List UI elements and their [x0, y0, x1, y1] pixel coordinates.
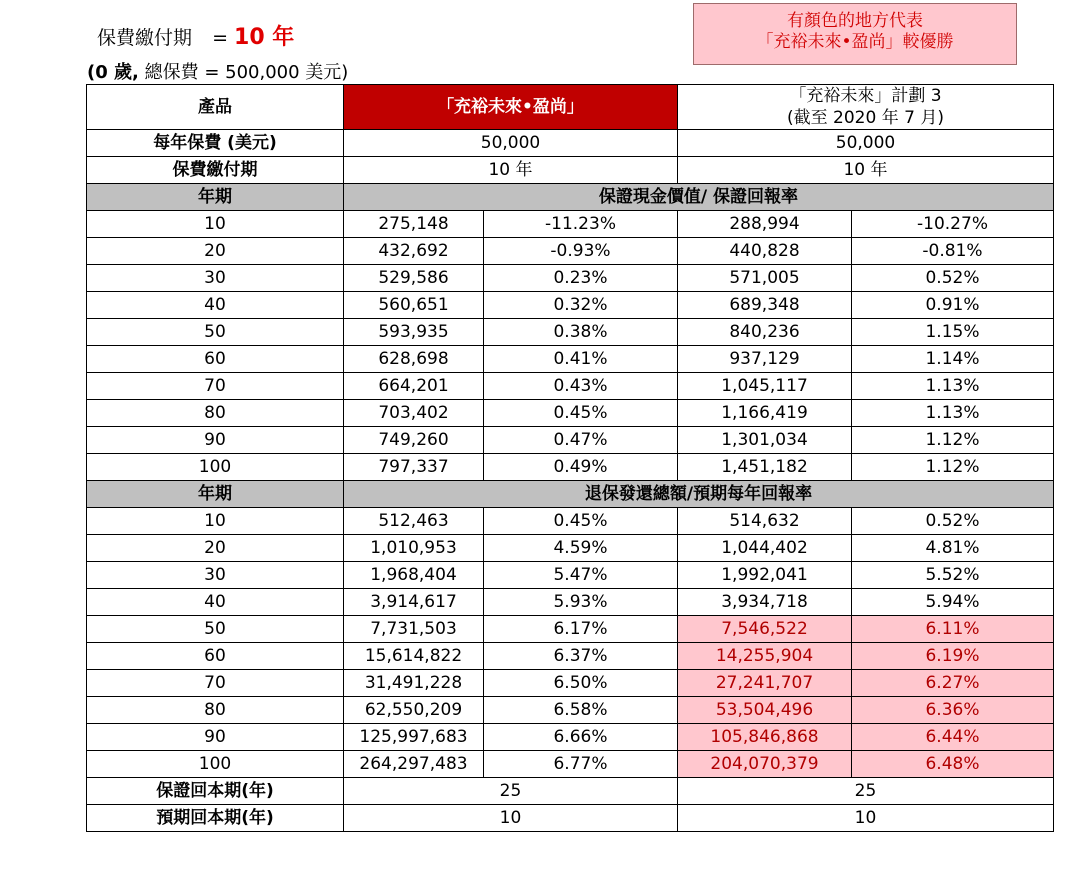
- plan-a-value: 749,260: [344, 427, 484, 454]
- plan-a-value: 264,297,483: [344, 751, 484, 778]
- plan-a-value: 1,010,953: [344, 535, 484, 562]
- plan-b-rate: -0.81%: [852, 238, 1054, 265]
- plan-b-rate: 1.12%: [852, 454, 1054, 481]
- plan-b-value: 7,546,522: [678, 616, 852, 643]
- plan-a-rate: -11.23%: [484, 211, 678, 238]
- age-info: (0 歲,: [87, 62, 139, 83]
- section1-year-label: 年期: [87, 184, 344, 211]
- year-cell: 90: [87, 724, 344, 751]
- plan-b-rate: 6.36%: [852, 697, 1054, 724]
- plan-a-value: 529,586: [344, 265, 484, 292]
- plan-b-value: 53,504,496: [678, 697, 852, 724]
- plan-a-rate: 0.38%: [484, 319, 678, 346]
- plan-b-value: 689,348: [678, 292, 852, 319]
- year-cell: 40: [87, 589, 344, 616]
- plan-b-rate: 0.91%: [852, 292, 1054, 319]
- expected-breakeven: [87, 805, 1054, 832]
- year-cell: 100: [87, 751, 344, 778]
- year-cell: 30: [87, 265, 344, 292]
- table-row: [87, 400, 1054, 427]
- plan-a-value: 593,935: [344, 319, 484, 346]
- plan-b-rate: 1.15%: [852, 319, 1054, 346]
- plan-a-rate: 5.93%: [484, 589, 678, 616]
- plan-b-value: 204,070,379: [678, 751, 852, 778]
- table-row: [87, 589, 1054, 616]
- age-premium-info: [87, 58, 348, 84]
- section2-year-label: 年期: [87, 481, 344, 508]
- plan-a-value: 560,651: [344, 292, 484, 319]
- year-cell: 70: [87, 670, 344, 697]
- table-row: [87, 670, 1054, 697]
- plan-b-rate: 1.13%: [852, 373, 1054, 400]
- pay-term-header-value: 10 年: [234, 25, 295, 50]
- plan-a-rate: -0.93%: [484, 238, 678, 265]
- guaranteed-breakeven-b: 25: [678, 778, 1054, 805]
- legend-line-1: 有顏色的地方代表: [787, 11, 923, 31]
- plan-b-value: 937,129: [678, 346, 852, 373]
- plan-b-header: [678, 85, 1054, 130]
- section2-title: 退保發還總額/預期每年回報率: [344, 481, 1054, 508]
- plan-a-value: 432,692: [344, 238, 484, 265]
- plan-b-rate: 6.19%: [852, 643, 1054, 670]
- plan-b-rate: 6.27%: [852, 670, 1054, 697]
- year-cell: 100: [87, 454, 344, 481]
- plan-b-rate: 6.11%: [852, 616, 1054, 643]
- plan-b-value: 571,005: [678, 265, 852, 292]
- plan-a-rate: 0.43%: [484, 373, 678, 400]
- year-cell: 90: [87, 427, 344, 454]
- plan-b-value: 27,241,707: [678, 670, 852, 697]
- plan-b-rate: 5.52%: [852, 562, 1054, 589]
- table-row: [87, 562, 1054, 589]
- plan-a-rate: 6.77%: [484, 751, 678, 778]
- plan-a-value: 7,731,503: [344, 616, 484, 643]
- year-cell: 40: [87, 292, 344, 319]
- total-premium-info: 總保費 = 500,000 美元): [144, 62, 349, 83]
- table-row: [87, 751, 1054, 778]
- table-row: [87, 697, 1054, 724]
- table-row: [87, 265, 1054, 292]
- plan-a-rate: 0.45%: [484, 508, 678, 535]
- plan-b-rate: 6.44%: [852, 724, 1054, 751]
- guaranteed-breakeven-label: 保證回本期(年): [87, 778, 344, 805]
- expected-breakeven-a: 10: [344, 805, 678, 832]
- plan-a-rate: 0.45%: [484, 400, 678, 427]
- pay-term-b: 10 年: [678, 157, 1054, 184]
- plan-a-rate: 6.58%: [484, 697, 678, 724]
- section1-header-row: [87, 184, 1054, 211]
- table-row: [87, 724, 1054, 751]
- table-row: [87, 508, 1054, 535]
- expected-breakeven-label: 預期回本期(年): [87, 805, 344, 832]
- plan-b-value: 3,934,718: [678, 589, 852, 616]
- plan-a-value: 1,968,404: [344, 562, 484, 589]
- plan-b-value: 840,236: [678, 319, 852, 346]
- annual-premium-b: 50,000: [678, 130, 1054, 157]
- plan-b-rate: 1.14%: [852, 346, 1054, 373]
- plan-a-value: 664,201: [344, 373, 484, 400]
- plan-a-value: 275,148: [344, 211, 484, 238]
- plan-b-note: (截至 2020 年 7 月): [787, 108, 944, 128]
- pay-term-header: [97, 20, 294, 51]
- table-row: [87, 616, 1054, 643]
- table-row: [87, 238, 1054, 265]
- plan-b-value: 14,255,904: [678, 643, 852, 670]
- plan-b-value: 440,828: [678, 238, 852, 265]
- legend-line-2: 「充裕未來•盈尚」較優勝: [756, 32, 954, 52]
- plan-a-rate: 6.50%: [484, 670, 678, 697]
- product-row: [87, 85, 1054, 130]
- plan-a-rate: 0.47%: [484, 427, 678, 454]
- table-row: [87, 427, 1054, 454]
- plan-b-value: 1,301,034: [678, 427, 852, 454]
- plan-a-value: 62,550,209: [344, 697, 484, 724]
- plan-b-value: 1,044,402: [678, 535, 852, 562]
- year-cell: 60: [87, 643, 344, 670]
- plan-a-rate: 6.66%: [484, 724, 678, 751]
- plan-a-rate: 0.32%: [484, 292, 678, 319]
- annual-premium-row: [87, 130, 1054, 157]
- product-label: 產品: [87, 85, 344, 130]
- year-cell: 50: [87, 319, 344, 346]
- guaranteed-breakeven: [87, 778, 1054, 805]
- year-cell: 30: [87, 562, 344, 589]
- plan-a-value: 3,914,617: [344, 589, 484, 616]
- table-row: [87, 346, 1054, 373]
- pay-term-row: [87, 157, 1054, 184]
- table-row: [87, 454, 1054, 481]
- plan-a-value: 15,614,822: [344, 643, 484, 670]
- plan-a-value: 512,463: [344, 508, 484, 535]
- plan-a-value: 125,997,683: [344, 724, 484, 751]
- plan-b-rate: 0.52%: [852, 265, 1054, 292]
- plan-b-value: 514,632: [678, 508, 852, 535]
- year-cell: 80: [87, 400, 344, 427]
- year-cell: 20: [87, 238, 344, 265]
- legend-box: [693, 3, 1017, 65]
- table-row: [87, 319, 1054, 346]
- plan-a-value: 31,491,228: [344, 670, 484, 697]
- year-cell: 10: [87, 508, 344, 535]
- plan-a-rate: 5.47%: [484, 562, 678, 589]
- plan-b-value: 1,166,419: [678, 400, 852, 427]
- plan-b-rate: 4.81%: [852, 535, 1054, 562]
- guaranteed-breakeven-a: 25: [344, 778, 678, 805]
- plan-a-rate: 0.23%: [484, 265, 678, 292]
- comparison-table: [86, 84, 1054, 832]
- annual-premium-a: 50,000: [344, 130, 678, 157]
- expected-breakeven-b: 10: [678, 805, 1054, 832]
- plan-b-name: 「充裕未來」計劃 3: [789, 86, 942, 106]
- year-cell: 20: [87, 535, 344, 562]
- plan-a-rate: 6.37%: [484, 643, 678, 670]
- plan-b-rate: 6.48%: [852, 751, 1054, 778]
- table-row: [87, 643, 1054, 670]
- pay-term-label: 保費繳付期: [87, 157, 344, 184]
- annual-premium-label: 每年保費 (美元): [87, 130, 344, 157]
- plan-a-rate: 6.17%: [484, 616, 678, 643]
- plan-b-value: 105,846,868: [678, 724, 852, 751]
- table-row: [87, 211, 1054, 238]
- plan-a-header: 「充裕未來•盈尚」: [344, 85, 678, 130]
- section1-title: 保證現金價值/ 保證回報率: [344, 184, 1054, 211]
- plan-b-value: 1,045,117: [678, 373, 852, 400]
- plan-b-rate: 1.12%: [852, 427, 1054, 454]
- plan-a-rate: 4.59%: [484, 535, 678, 562]
- plan-a-rate: 0.41%: [484, 346, 678, 373]
- pay-term-header-label: 保費繳付期: [97, 27, 193, 49]
- plan-b-value: 1,451,182: [678, 454, 852, 481]
- plan-a-value: 628,698: [344, 346, 484, 373]
- plan-b-rate: -10.27%: [852, 211, 1054, 238]
- table-row: [87, 535, 1054, 562]
- plan-b-value: 288,994: [678, 211, 852, 238]
- plan-a-value: 703,402: [344, 400, 484, 427]
- year-cell: 80: [87, 697, 344, 724]
- plan-b-rate: 5.94%: [852, 589, 1054, 616]
- year-cell: 70: [87, 373, 344, 400]
- year-cell: 60: [87, 346, 344, 373]
- pay-term-a: 10 年: [344, 157, 678, 184]
- plan-b-rate: 0.52%: [852, 508, 1054, 535]
- section2-header-row: [87, 481, 1054, 508]
- year-cell: 10: [87, 211, 344, 238]
- pay-term-header-eq: =: [212, 27, 228, 49]
- plan-b-rate: 1.13%: [852, 400, 1054, 427]
- plan-a-value: 797,337: [344, 454, 484, 481]
- plan-b-value: 1,992,041: [678, 562, 852, 589]
- plan-a-rate: 0.49%: [484, 454, 678, 481]
- table-row: [87, 292, 1054, 319]
- table-row: [87, 373, 1054, 400]
- year-cell: 50: [87, 616, 344, 643]
